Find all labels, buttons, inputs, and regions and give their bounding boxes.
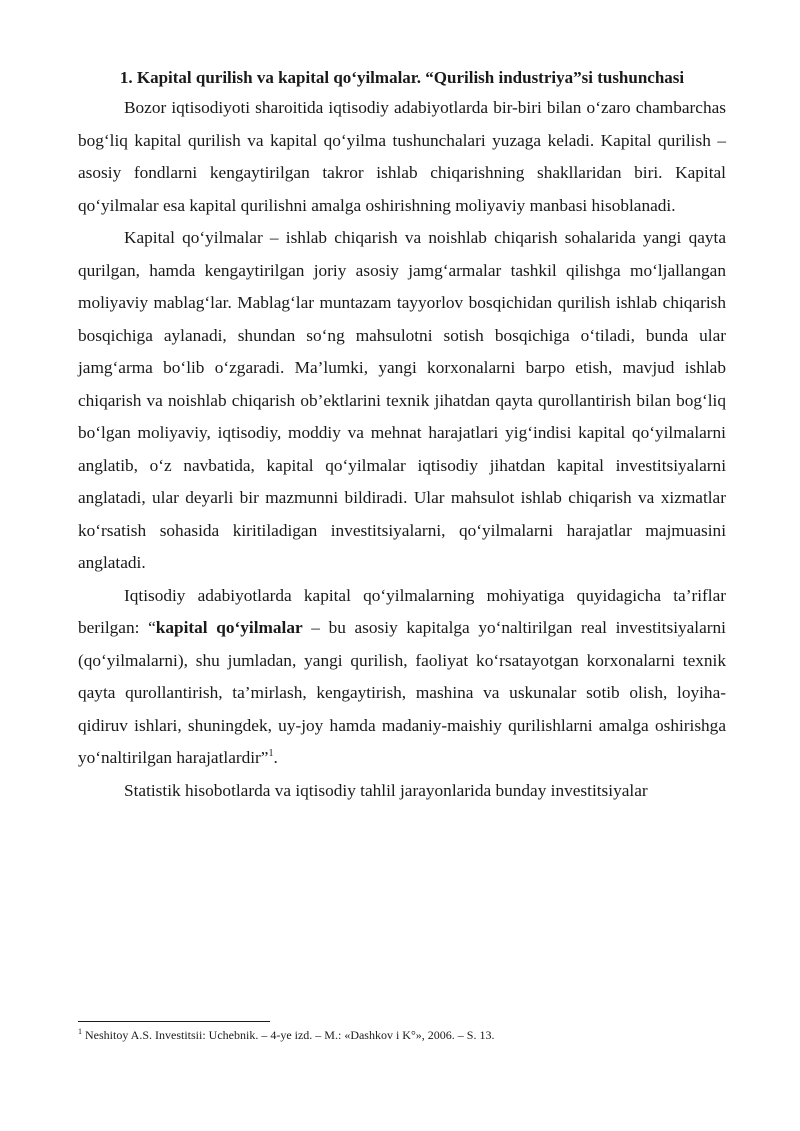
section-heading: 1. Kapital qurilish va kapital qo‘yilmalar. “Qurilish industriya”si tushunchasi (119, 68, 685, 87)
paragraph-2: Kapital qo‘yilmalar – ishlab chiqarish va noishlab chiqarish sohalarida yangi qayta qurilgan, hamda kengaytirilgan joriy asosiy jamg‘armalar tashkil qilishga mo‘ljallangan moliyaviy mablag‘lar. Mablag‘lar muntazam tayyorlov bosqichidan qurilish ishlab chiqarish bosqichiga aylanadi, shundan so‘ng mahsulotni sotish bosqichiga o‘tiladi, bunda ular jamg‘arma bo‘lib o‘zgaradi. Ma’lumki, yangi korxonalarni barpo etish, mavjud ishlab chiqarish va noishlab chiqarish ob’ektlarini texnik jihatdan qayta qurollantirish bilan bog‘liq bo‘lgan moliyaviy, iqtisodiy, moddiy va mehnat harajatlari yig‘indisi kapital qo‘yilmalarni anglatib, o‘z navbatida, kapital qo‘yilmalar iqtisodiy jihatdan kapital investitsiyalarni anglatadi, ular deyarli bir mazmunni bildiradi. Ular mahsulot ishlab chiqarish va xizmatlar ko‘rsatish sohasida kiritiladigan investitsiyalarni, qo‘yilmalarni harajatlar majmuasini anglatadi. (78, 228, 726, 572)
paragraph-1: Bozor iqtisodiyoti sharoitida iqtisodiy adabiyotlarda bir-biri bilan o‘zaro chambarchas bog‘liq kapital qurilish va kapital qo‘yilma tushunchalari yuzaga keladi. Kapital qurilish – asosiy fondlarni kengaytirilgan takror ishlab chiqarishning shakllaridan biri. Kapital qo‘yilmalar esa kapital qurilishni amalga oshirishning moliyaviy manbasi hisoblanadi. (78, 98, 726, 215)
paragraph-3-lead: Iqtisodiy adabiyotlarda kapital qo‘yilmalarning mohiyatiga quyidagicha ta’riflar berilgan: “ (78, 585, 726, 637)
footnote-divider (78, 1021, 270, 1022)
footnote-reference[interactable]: 1 (268, 748, 274, 760)
paragraph-3-definition: – bu asosiy kapitalga yo‘naltirilgan real investitsiyalarni (qo‘yilmalarni), shu jumladan, yangi qurilish, faoliyat ko‘rsatayotgan korxonalarni texnik qayta qurollantirish, ta’mirlash, kengaytirish, mashina va uskunalar sotib olish, loyiha-qidiruv ishlari, shuningdek, uy-joy hamda madaniy-maishiy qurilishlarni amalga oshirishga yo‘naltirilgan harajatlardir” (78, 618, 726, 767)
term-kapital-qoyilmalar: kapital qo‘yilmalar (155, 618, 303, 637)
footnote-mark: 1 (78, 1027, 82, 1036)
footnote (78, 1027, 726, 1043)
paragraph-4: Statistik hisobotlarda va iqtisodiy tahlil jarayonlarida bunday investitsiyalar (124, 780, 648, 800)
paragraph-3-end: . (273, 748, 278, 767)
paragraph-3 (78, 580, 726, 775)
document-page (78, 66, 726, 807)
footnote-text: Neshitoy A.S. Investitsii: Uchebnik. – 4-ye izd. – M.: «Dashkov i K°», 2006. – S. 13. (82, 1028, 495, 1042)
